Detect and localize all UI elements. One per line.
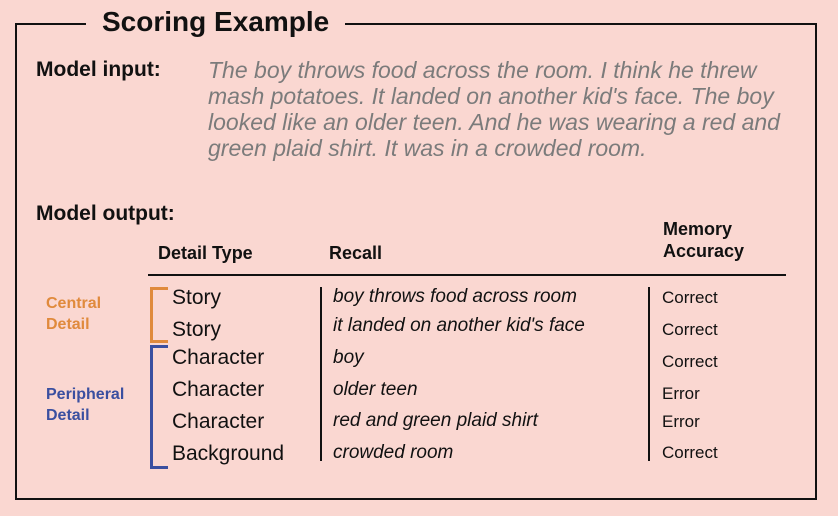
column-header-detail-type: Detail Type [158,243,253,263]
column-header-recall: Recall [329,243,383,263]
column-header-memory-accuracy: Memory Accuracy [663,219,745,261]
peripheral-detail-bracket [150,345,168,469]
accuracy-column-separator [648,287,650,461]
row-detail-type: Story [172,318,222,341]
model-input-text: The boy throws food across the room. I think he threw mash potatoes. It landed on another kid's face. The boy looked like an older teen. And he was wearing a red and green plaid shirt. It was in a crowded room. [208,57,780,161]
row-recall: boy throws food across room [333,286,577,307]
model-output-label: Model output: [36,202,175,225]
row-accuracy: Correct [662,443,718,462]
row-recall: older teen [333,379,418,400]
figure-title: Scoring Example [86,4,345,40]
row-accuracy: Correct [662,288,718,307]
row-detail-type: Character [172,378,265,401]
group-label-peripheral: Peripheral Detail [46,386,125,424]
recall-column-separator [320,287,322,461]
row-accuracy: Error [662,384,700,403]
row-recall: crowded room [333,442,454,463]
row-accuracy: Error [662,412,700,431]
row-accuracy: Correct [662,320,718,339]
header-divider [148,274,786,276]
central-detail-bracket [150,287,168,343]
model-input-label: Model input: [36,58,161,81]
group-label-central: Central Detail [46,295,102,333]
row-recall: it landed on another kid's face [333,315,585,336]
row-detail-type: Character [172,410,265,433]
row-detail-type: Character [172,346,265,369]
row-recall: red and green plaid shirt [333,410,538,431]
row-detail-type: Background [172,442,285,465]
row-detail-type: Story [172,286,222,309]
row-accuracy: Correct [662,352,718,371]
row-recall: boy [333,347,364,368]
